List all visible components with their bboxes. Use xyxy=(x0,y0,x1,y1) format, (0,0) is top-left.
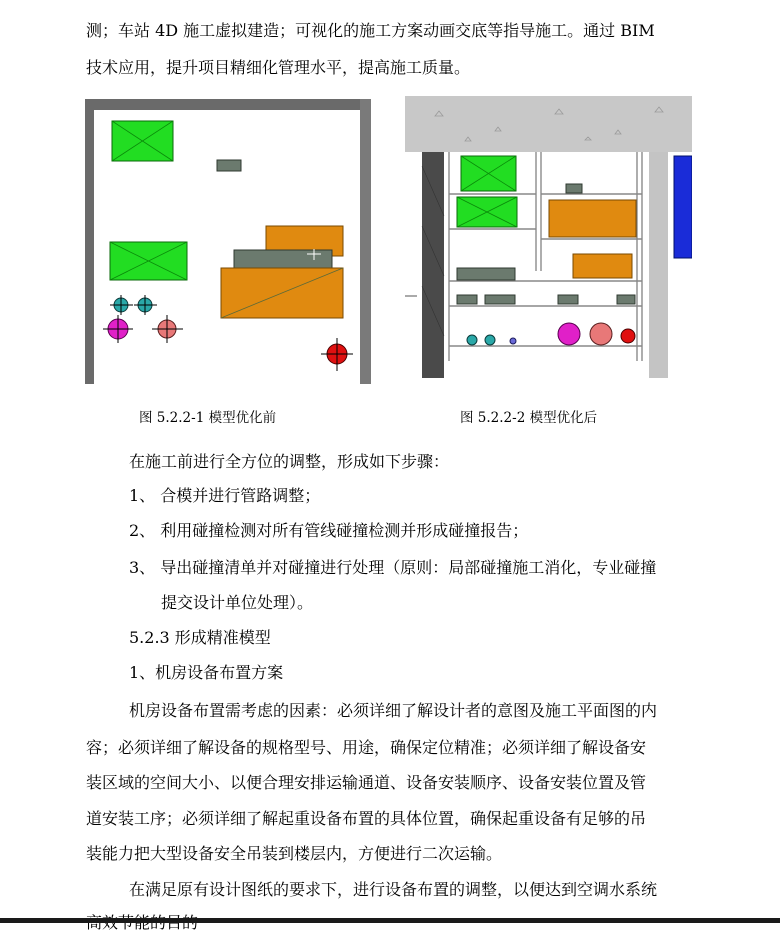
section-heading: 5.2.3 形成精准模型 xyxy=(129,628,271,647)
green-equipment xyxy=(110,242,187,280)
list-item: 2、 利用碰撞检测对所有管线碰撞检测并形成碰撞报告； xyxy=(129,521,529,540)
pipe-small xyxy=(510,338,516,344)
paragraph-line: 测；车站 4D 施工虚拟建造；可视化的施工方案动画交底等指导施工。通过 BIM xyxy=(86,21,655,40)
wall-right xyxy=(360,99,371,384)
pipe-salmon xyxy=(590,323,612,345)
paragraph-line: 容；必须详细了解设备的规格型号、用途，确保定位精准；必须详细了解设备安 xyxy=(86,738,647,757)
paragraph-line xyxy=(86,912,198,934)
gray-box xyxy=(457,295,477,304)
gray-box xyxy=(485,295,515,304)
wall-top xyxy=(85,99,371,110)
paragraph-line: 机房设备布置需考虑的因素：必须详细了解设计者的意图及施工平面图的内 xyxy=(129,701,658,720)
subsection-heading: 1、机房设备布置方案 xyxy=(129,663,284,682)
paragraph-line: 装能力把大型设备安全吊装到楼层内，方便进行二次运输。 xyxy=(86,844,503,863)
paragraph-line: 技术应用，提升项目精细化管理水平，提高施工质量。 xyxy=(86,58,471,77)
paragraph-line: 道安装工序；必须详细了解起重设备布置的具体位置，确保起重设备有足够的吊 xyxy=(86,809,647,828)
wall-right xyxy=(649,152,668,378)
orange-equipment xyxy=(573,254,632,278)
gray-box xyxy=(457,268,515,280)
blue-duct xyxy=(674,156,692,258)
figure-after-optimization xyxy=(405,96,692,378)
wall-left xyxy=(422,152,444,378)
wall-left xyxy=(85,99,94,384)
paragraph-line: 装区域的空间大小、以便合理安排运输通道、设备安装顺序、设备安装位置及管 xyxy=(86,773,647,792)
green-equipment xyxy=(112,121,173,161)
pipe-teal xyxy=(467,335,477,345)
figure-before-optimization xyxy=(85,99,371,384)
concrete-slab xyxy=(405,96,692,152)
pipe-magenta xyxy=(558,323,580,345)
bottom-divider xyxy=(0,918,780,923)
figure-caption-right: 图 5.2.2-2 模型优化后 xyxy=(460,410,598,426)
pipe-teal xyxy=(485,335,495,345)
list-item: 3、 导出碰撞清单并对碰撞进行处理（原则：局部碰撞施工消化，专业碰撞 xyxy=(129,558,657,577)
paragraph-line: 在满足原有设计图纸的要求下，进行设备布置的调整，以便达到空调水系统 xyxy=(129,880,658,899)
green-equipment xyxy=(461,156,516,191)
orange-equipment xyxy=(549,200,636,237)
gray-box xyxy=(566,184,582,193)
gray-box xyxy=(217,160,241,171)
list-item: 提交设计单位处理）。 xyxy=(161,593,314,612)
list-item: 1、 合模并进行管路调整； xyxy=(129,486,321,505)
gray-box xyxy=(617,295,635,304)
pipe-red xyxy=(621,329,635,343)
green-equipment xyxy=(457,197,517,227)
gray-box xyxy=(234,250,332,268)
gray-box xyxy=(558,295,578,304)
paragraph-line: 在施工前进行全方位的调整，形成如下步骤： xyxy=(129,452,450,471)
figure-caption-left: 图 5.2.2-1 模型优化前 xyxy=(139,410,277,426)
